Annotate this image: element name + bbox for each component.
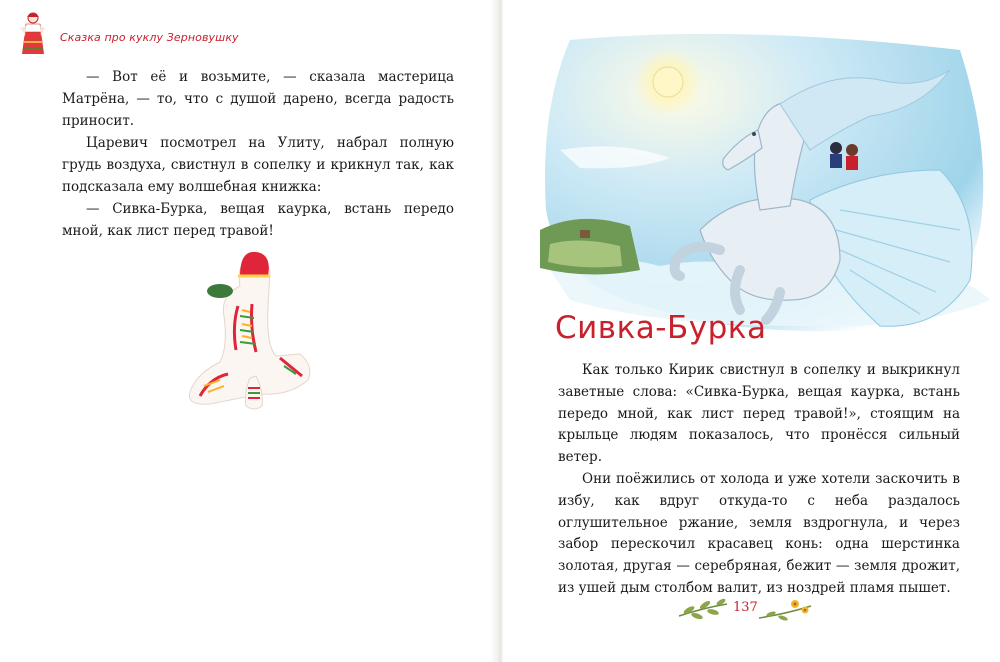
paragraph: — Сивка-Бурка, вещая каурка, встань передо мной, как лист перед травой! [62,201,454,239]
left-page-text [62,66,454,242]
right-page-text [558,360,960,600]
right-page [503,0,1000,662]
clay-toy-illustration [180,246,320,416]
paragraph: Как только Кирик свистнул в сопелку и выкрикнул заветные слова: «Сивка-Бурка, вещая каурка, встань передо мной, как лист перед травой!», стоящим на крыльце людям показалось, что пронёсся сильный ветер. [558,362,960,466]
chapter-title: Сивка-Бурка [555,310,767,346]
paragraph: — Вот её и возьмите, — сказала мастерица Матрёна, — то, что с душой дарено, всегда радость приносит. [62,69,454,129]
paragraph: Царевич посмотрел на Улиту, набрал полную грудь воздуха, свистнул в сопелку и крикнул так, как подсказала ему волшебная книжка: [62,135,454,195]
doll-icon [18,10,48,58]
flying-horse-illustration [540,30,1000,340]
paragraph: Они поёжились от холода и уже хотели заскочить в избу, как вдруг откуда-то с неба раздалось оглушительное ржание, земля вздрогнула, и через забор перескочил красавец конь: одна шерстинка золотая, другая — серебряная, бежит — земля дрожит, из ушей дым столбом валит, из ноздрей пламя пышет. [558,470,960,596]
left-page [0,0,497,662]
leaf-sprig-icon [675,594,731,624]
flower-sprig-icon [755,594,815,624]
running-head: Сказка про куклу Зерновушку [60,31,239,44]
page-number: 137 [733,600,758,615]
